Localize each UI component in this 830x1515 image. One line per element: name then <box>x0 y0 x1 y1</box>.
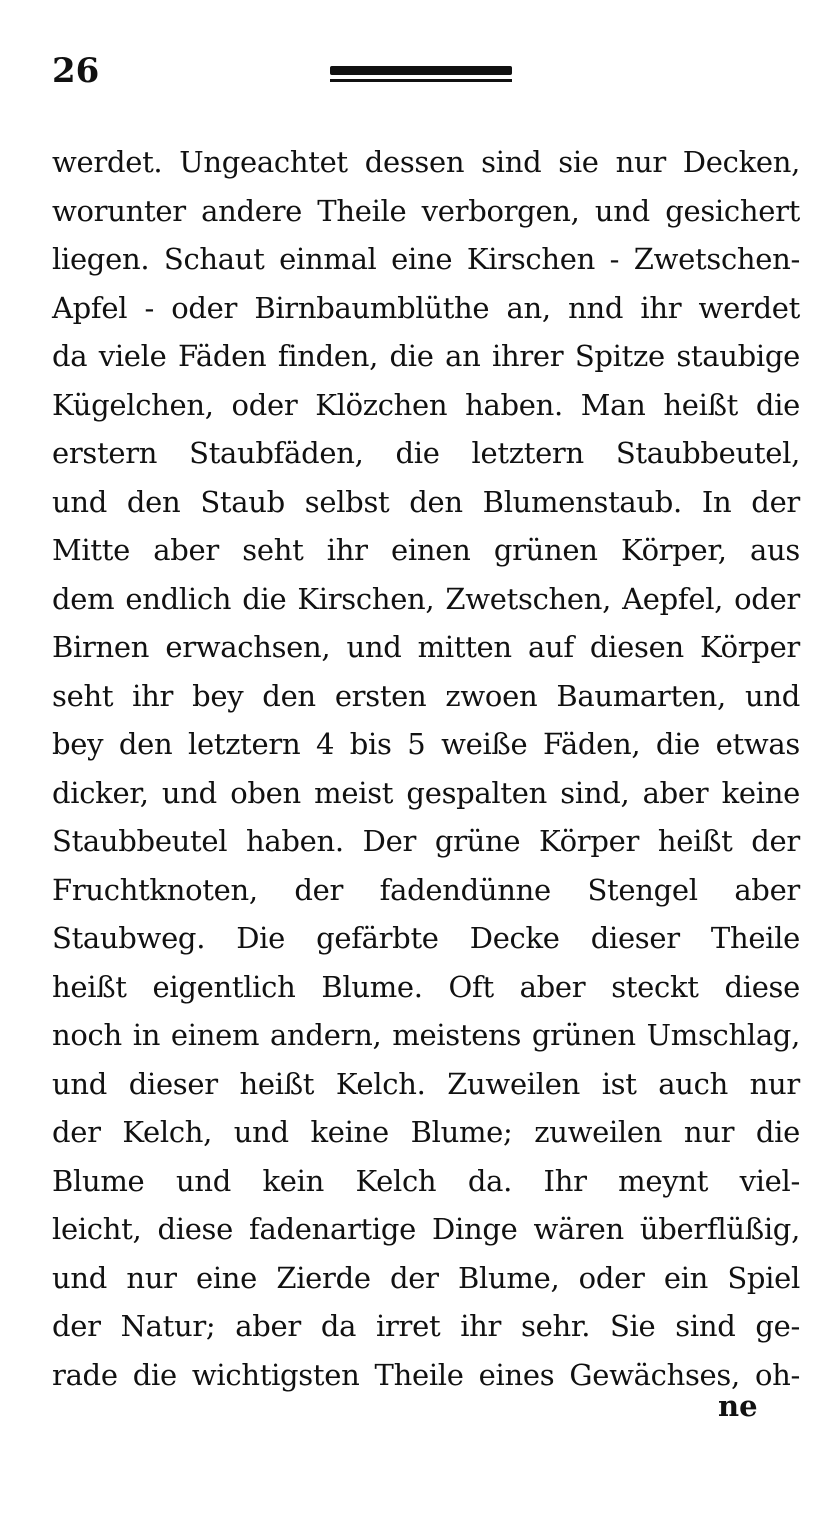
body-text <box>52 138 800 1399</box>
text-line: Fruchtknoten, der fadendünne Stengel aber <box>52 872 800 907</box>
text-line: heißt eigentlich Blume. Oft aber steckt diese <box>52 969 800 1004</box>
header-rule-thin <box>330 79 512 82</box>
text-line: rade die wichtigsten Theile eines Gewächses, oh- <box>52 1357 800 1392</box>
text-line: Mitte aber seht ihr einen grünen Körper, aus <box>52 533 800 567</box>
text-line: Apfel - oder Birnbaumblüthe an, nnd ihr werdet <box>52 290 800 325</box>
text-line: da viele Fäden finden, die an ihrer Spitze staubige <box>52 339 800 373</box>
text-line: Staubweg. Die gefärbte Decke dieser Theile <box>52 921 800 955</box>
text-line: und den Staub selbst den Blumenstaub. In der <box>52 484 800 519</box>
text-line: der Natur; aber da irret ihr sehr. Sie sind ge- <box>52 1309 800 1343</box>
text-line: leicht, diese fadenartige Dinge wären überflüßig, <box>52 1212 800 1246</box>
text-line: Birnen erwachsen, und mitten auf diesen Körper <box>52 630 800 664</box>
text-line: liegen. Schaut einmal eine Kirschen - Zwetschen- <box>52 242 800 276</box>
header-rule <box>330 66 512 82</box>
text-line: Blume und kein Kelch da. Ihr meynt viel- <box>52 1163 800 1198</box>
text-line: Staubbeutel haben. Der grüne Körper heißt der <box>52 824 800 858</box>
text-line: und dieser heißt Kelch. Zuweilen ist auch nur <box>52 1066 800 1101</box>
page-number: 26 <box>52 51 100 91</box>
text-line: der Kelch, und keine Blume; zuweilen nur die <box>52 1115 800 1149</box>
text-line: dicker, und oben meist gespalten sind, aber keine <box>52 775 800 810</box>
text-line: seht ihr bey den ersten zwoen Baumarten, und <box>52 678 800 713</box>
text-line: noch in einem andern, meistens grünen Umschlag, <box>52 1018 800 1052</box>
text-line: worunter andere Theile verborgen, und gesichert <box>52 193 800 228</box>
header-rule-thick <box>330 66 512 75</box>
catchword: ne <box>718 1389 758 1423</box>
text-line: und nur eine Zierde der Blume, oder ein Spiel <box>52 1260 800 1295</box>
text-line: bey den letztern 4 bis 5 weiße Fäden, die etwas <box>52 727 800 761</box>
text-line: erstern Staubfäden, die letztern Staubbeutel, <box>52 436 800 470</box>
text-line: werdet. Ungeachtet dessen sind sie nur Decken, <box>52 145 800 179</box>
text-line: Kügelchen, oder Klözchen haben. Man heißt die <box>52 387 800 422</box>
text-line: dem endlich die Kirschen, Zwetschen, Aepfel, oder <box>52 581 800 616</box>
